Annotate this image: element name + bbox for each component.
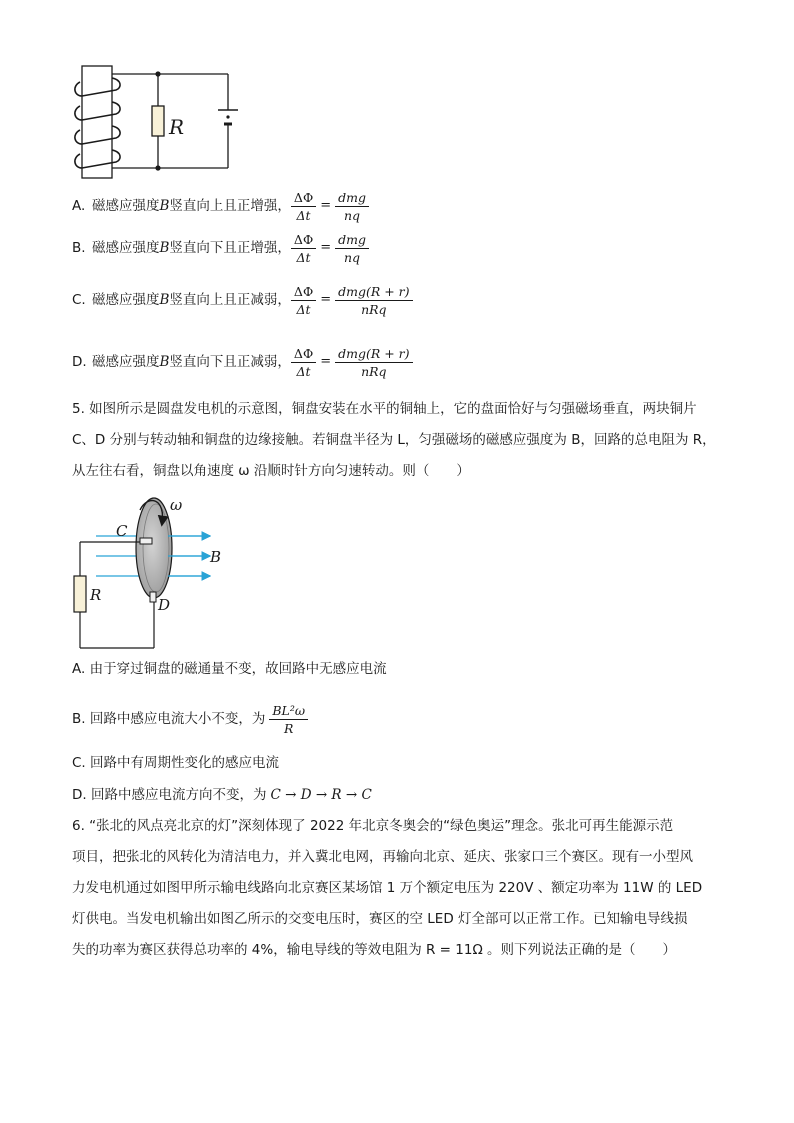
label-D: D — [158, 596, 171, 614]
q6-line-4: 灯供电。当发电机输出如图乙所示的交变电压时，赛区的空 LED 灯全部可以正常工作。已知输电导线损 — [72, 911, 688, 927]
q5-line-3: 从左往右看，铜盘以角速度 ω 沿顺时针方向匀速转动。则（ ） — [72, 463, 470, 479]
question-6-stem — [72, 811, 702, 966]
brush-C — [140, 538, 152, 544]
option-D: D. 磁感应强度 B 竖直向下且正减弱， $\frac{\Delta\Phi}{\Delta t}$ = $\frac{\text{dmg(R + r)}}{\text{nRq}}$ — [72, 342, 413, 382]
resistor — [74, 576, 86, 612]
q5-option-D: D. 回路中感应电流方向不变，为 C → D → R → C — [72, 787, 372, 803]
iron-core — [82, 66, 112, 178]
resistor-label: R — [169, 115, 185, 139]
resistor — [152, 106, 164, 136]
q5-option-C: C. 回路中有周期性变化的感应电流 — [72, 755, 280, 771]
label-B: B — [210, 548, 222, 566]
q5-line-2: C、D 分别与转动轴和铜盘的边缘接触。若铜盘半径为 L，匀强磁场的磁感应强度为 B，回路的总电阻为 R， — [72, 432, 716, 448]
option-B: B. 磁感应强度 B 竖直向下且正增强， $\frac{\Delta\Phi}{\Delta t}$ = $\frac{\text{dmg}}{nq}$ — [72, 230, 369, 266]
label-omega: ω — [170, 496, 183, 514]
junction-dot — [155, 71, 160, 76]
disk-generator-diagram — [70, 490, 240, 655]
question-5-stem — [72, 394, 716, 487]
q6-line-5: 失的功率为赛区获得总功率的 4%，输电导线的等效电阻为 R = 11Ω 。则下列说法正确的是（ ） — [72, 942, 677, 958]
label-C: C — [116, 522, 128, 540]
coil-circuit-diagram — [70, 62, 250, 184]
brush-D — [150, 592, 156, 602]
option-A: A. 磁感应强度 B 竖直向上且正增强， $\frac{\Delta\Phi}{\Delta t}$ = $\frac{\text{dmg}}{nq}$ — [72, 188, 369, 224]
q5-option-B: B. 回路中感应电流大小不变，为 $\frac{\text{BL²ω}}{R}$ — [72, 697, 308, 741]
copper-disk — [136, 498, 172, 598]
q6-line-3: 力发电机通过如图甲所示输电线路向北京赛区某场馆 1 万个额定电压为 220V 、额定功率为 11W 的 LED — [72, 880, 703, 896]
q5-option-A: A. 由于穿过铜盘的磁通量不变，故回路中无感应电流 — [72, 661, 387, 677]
resistor-label: R — [90, 586, 102, 604]
junction-dot — [155, 165, 160, 170]
q5-line-1: 5. 如图所示是圆盘发电机的示意图，铜盘安装在水平的铜轴上，它的盘面恰好与匀强磁场垂直，两块铜片 — [72, 401, 697, 417]
q6-line-2: 项目，把张北的风转化为清洁电力，并入冀北电网，再输向北京、延庆、张家口三个赛区。现有一小型风 — [72, 849, 693, 865]
option-C: C. 磁感应强度 B 竖直向上且正减弱， $\frac{\Delta\Phi}{\Delta t}$ = $\frac{\text{dmg(R + r)}}{\text{nRq}}$ — [72, 280, 413, 320]
q6-line-1: 6. “张北的风点亮北京的灯”深刻体现了 2022 年北京冬奥会的“绿色奥运”理念。张北可再生能源示范 — [72, 818, 674, 834]
